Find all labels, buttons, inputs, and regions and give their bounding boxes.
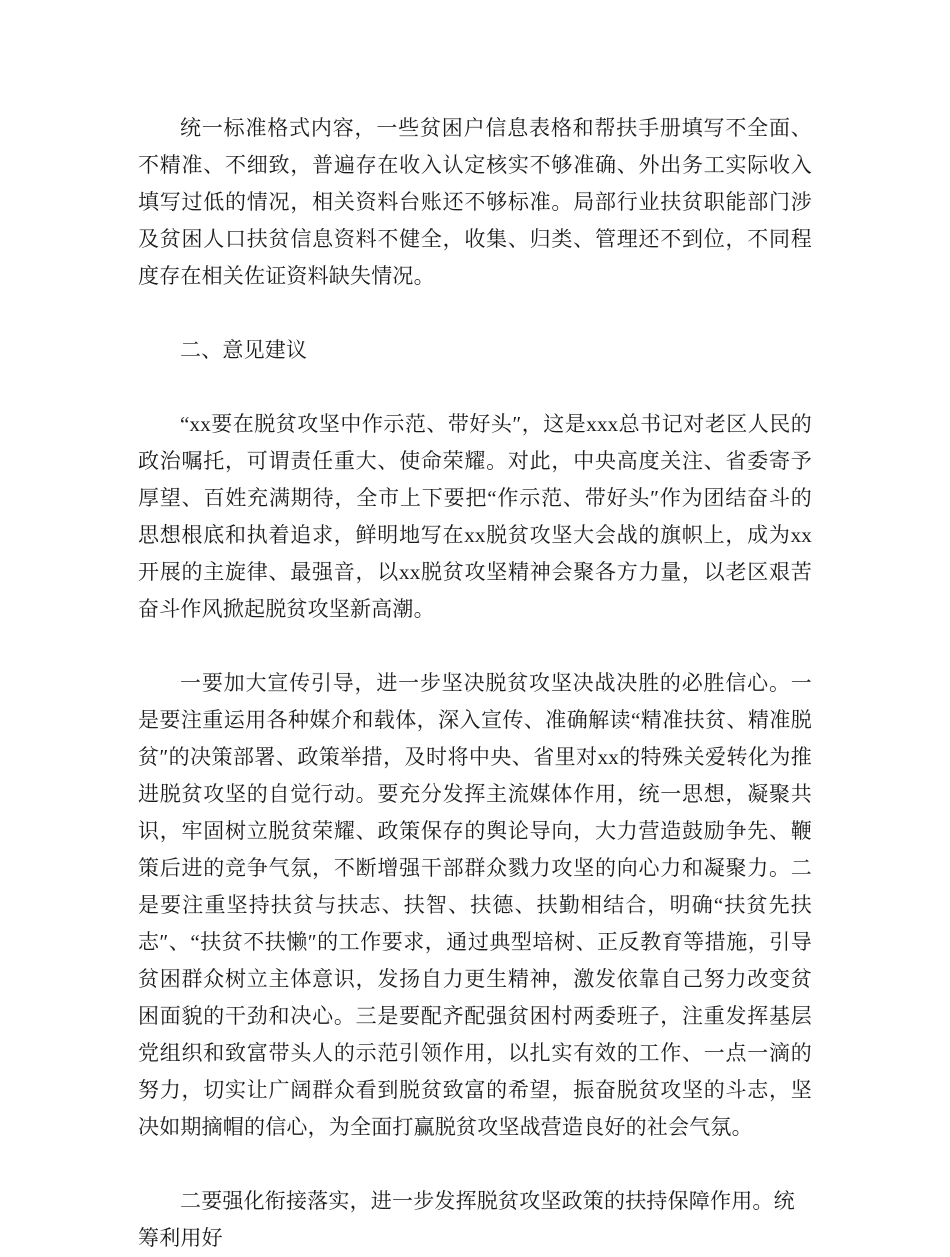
document-text-body [138,110,812,1257]
paragraph-publicity-guidance: 一要加大宣传引导，进一步坚决脱贫攻坚决战决胜的必胜信心。一是要注重运用各种媒介和载体，深入宣传、准确解读“精准扶贫、精准脱贫″的决策部署、政策举措，及时将中央、省里对xx的特殊关爱转化为推进脱贫攻坚的自觉行动。要充分发挥主流媒体作用，统一思想，凝聚共识，牢固树立脱贫荣耀、政策保存的舆论导向，大力营造鼓励争先、鞭策后进的竞争气氛，不断增强干部群众戮力攻坚的向心力和凝聚力。二是要注重坚持扶贫与扶志、扶智、扶德、扶勤相结合，明确“扶贫先扶志″、“扶贫不扶懒″的工作要求，通过典型培树、正反教育等措施，引导贫困群众树立主体意识，发扬自力更生精神，激发依靠自己努力改变贫困面貌的干劲和决心。三是要配齐配强贫困村两委班子，注重发挥基层党组织和致富带头人的示范引领作用，以扎实有效的工作、一点一滴的努力，切实让广阔群众看到脱贫致富的希望，振奋脱贫攻坚的斗志，坚决如期摘帽的信心，为全面打赢脱贫攻坚战营造良好的社会气氛。 [138,671,812,1139]
paragraph-policy-support-truncated: 二要强化衔接落实，进一步发挥脱贫攻坚政策的扶持保障作用。统筹利用好 [138,1189,795,1250]
paragraph-problems-summary: 统一标准格式内容，一些贫困户信息表格和帮扶手册填写不全面、不精准、不细致，普遍存在收入认定核实不够准确、外出务工实际收入填写过低的情况，相关资料台账还不够标准。局部行业扶贫职能部门涉及贫困人口扶贫信息资料不健全，收集、归类、管理还不到位，不同程度存在相关佐证资料缺失情况。 [138,116,812,288]
section-heading-opinions-suggestions: 二、意见建议 [180,338,308,362]
paragraph-political-mandate: “xx要在脱贫攻坚中作示范、带好头″，这是xxx总书记对老区人民的政治嘱托，可谓责任重大、使命荣耀。对此，中央高度关注、省委寄予厚望、百姓充满期待，全市上下要把“作示范、带好头″作为团结奋斗的思想根底和执着追求，鲜明地写在xx脱贫攻坚大会战的旗帜上，成为xx开展的主旋律、最强音，以xx脱贫攻坚精神会聚各方力量，以老区艰苦奋斗作风掀起脱贫攻坚新高潮。 [138,412,812,621]
